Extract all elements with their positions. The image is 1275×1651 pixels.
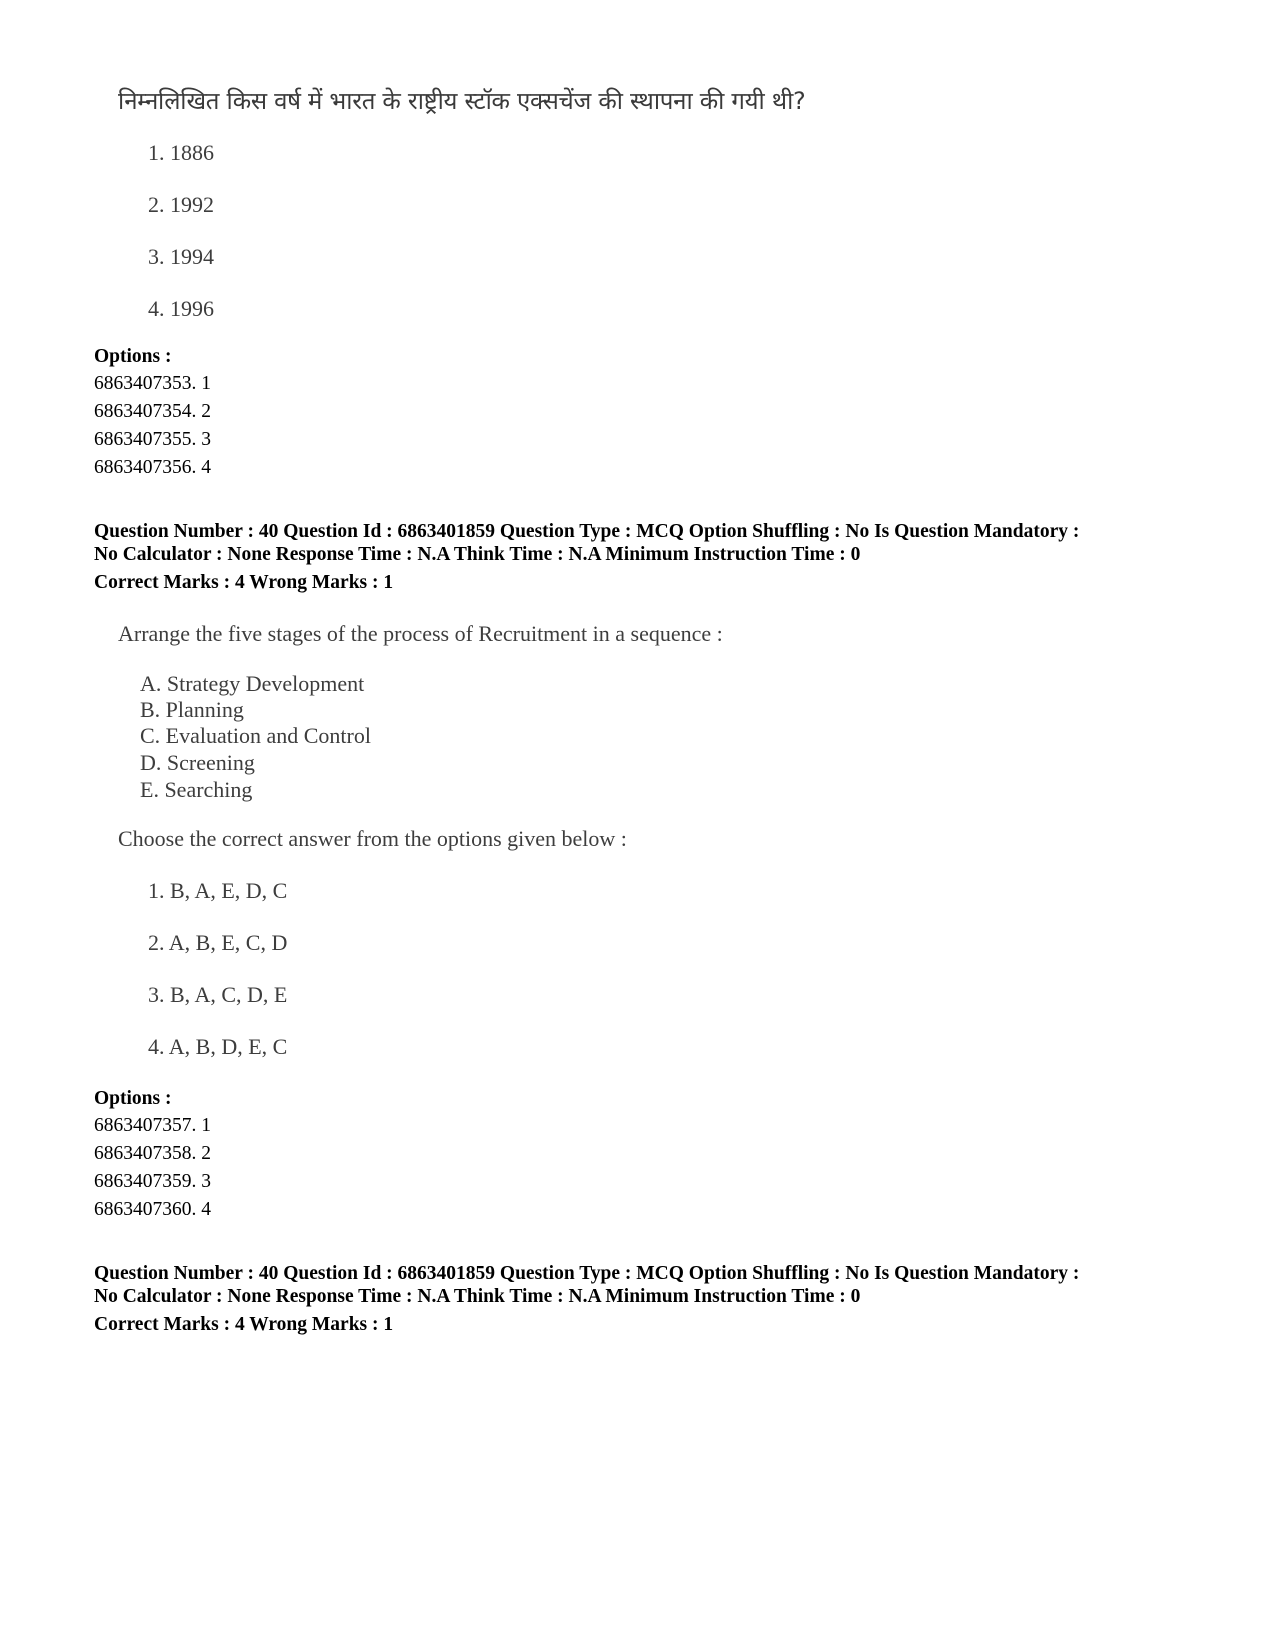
answer-choice-4: 4. 1996: [148, 296, 214, 321]
stage-item: B. Planning: [140, 697, 244, 722]
options-heading: Options :: [94, 346, 172, 367]
stage-item: D. Screening: [140, 750, 255, 775]
option-id-line: 6863407357. 1: [94, 1115, 211, 1136]
option-id-line: 6863407358. 2: [94, 1143, 211, 1164]
option-id-line: 6863407353. 1: [94, 373, 211, 394]
answer-choice-4: 4. A, B, D, E, C: [148, 1034, 288, 1059]
question-text-hindi: निम्नलिखित किस वर्ष में भारत के राष्ट्रीय स्टॉक एक्सचेंज की स्थापना की गयी थी?: [118, 87, 806, 115]
answer-choice-2: 2. 1992: [148, 192, 214, 217]
question-marks: Correct Marks : 4 Wrong Marks : 1: [94, 1314, 394, 1335]
question-meta-line1: Question Number : 40 Question Id : 6863401859 Question Type : MCQ Option Shuffling : No Is Question Mandatory :: [94, 1263, 1080, 1284]
answer-choice-3: 3. 1994: [148, 244, 214, 269]
option-id-line: 6863407359. 3: [94, 1171, 211, 1192]
answer-choice-1: 1. B, A, E, D, C: [148, 878, 288, 903]
option-id-line: 6863407354. 2: [94, 401, 211, 422]
question-instruction: Choose the correct answer from the options given below :: [118, 826, 627, 851]
option-id-line: 6863407355. 3: [94, 429, 211, 450]
options-heading: Options :: [94, 1088, 172, 1109]
answer-choice-2: 2. A, B, E, C, D: [148, 930, 288, 955]
question-meta-line1: Question Number : 40 Question Id : 6863401859 Question Type : MCQ Option Shuffling : No Is Question Mandatory :: [94, 521, 1080, 542]
question-text: Arrange the five stages of the process of Recruitment in a sequence :: [118, 621, 723, 646]
stage-item: C. Evaluation and Control: [140, 723, 371, 748]
stage-item: A. Strategy Development: [140, 671, 365, 696]
option-id-line: 6863407356. 4: [94, 457, 211, 478]
question-meta-line2: No Calculator : None Response Time : N.A Think Time : N.A Minimum Instruction Time : 0: [94, 544, 861, 565]
stage-item: E. Searching: [140, 777, 253, 802]
answer-choice-3: 3. B, A, C, D, E: [148, 982, 288, 1007]
question-marks: Correct Marks : 4 Wrong Marks : 1: [94, 572, 394, 593]
option-id-line: 6863407360. 4: [94, 1199, 211, 1220]
question-meta-line2: No Calculator : None Response Time : N.A Think Time : N.A Minimum Instruction Time : 0: [94, 1286, 861, 1307]
answer-choice-1: 1. 1886: [148, 140, 214, 165]
